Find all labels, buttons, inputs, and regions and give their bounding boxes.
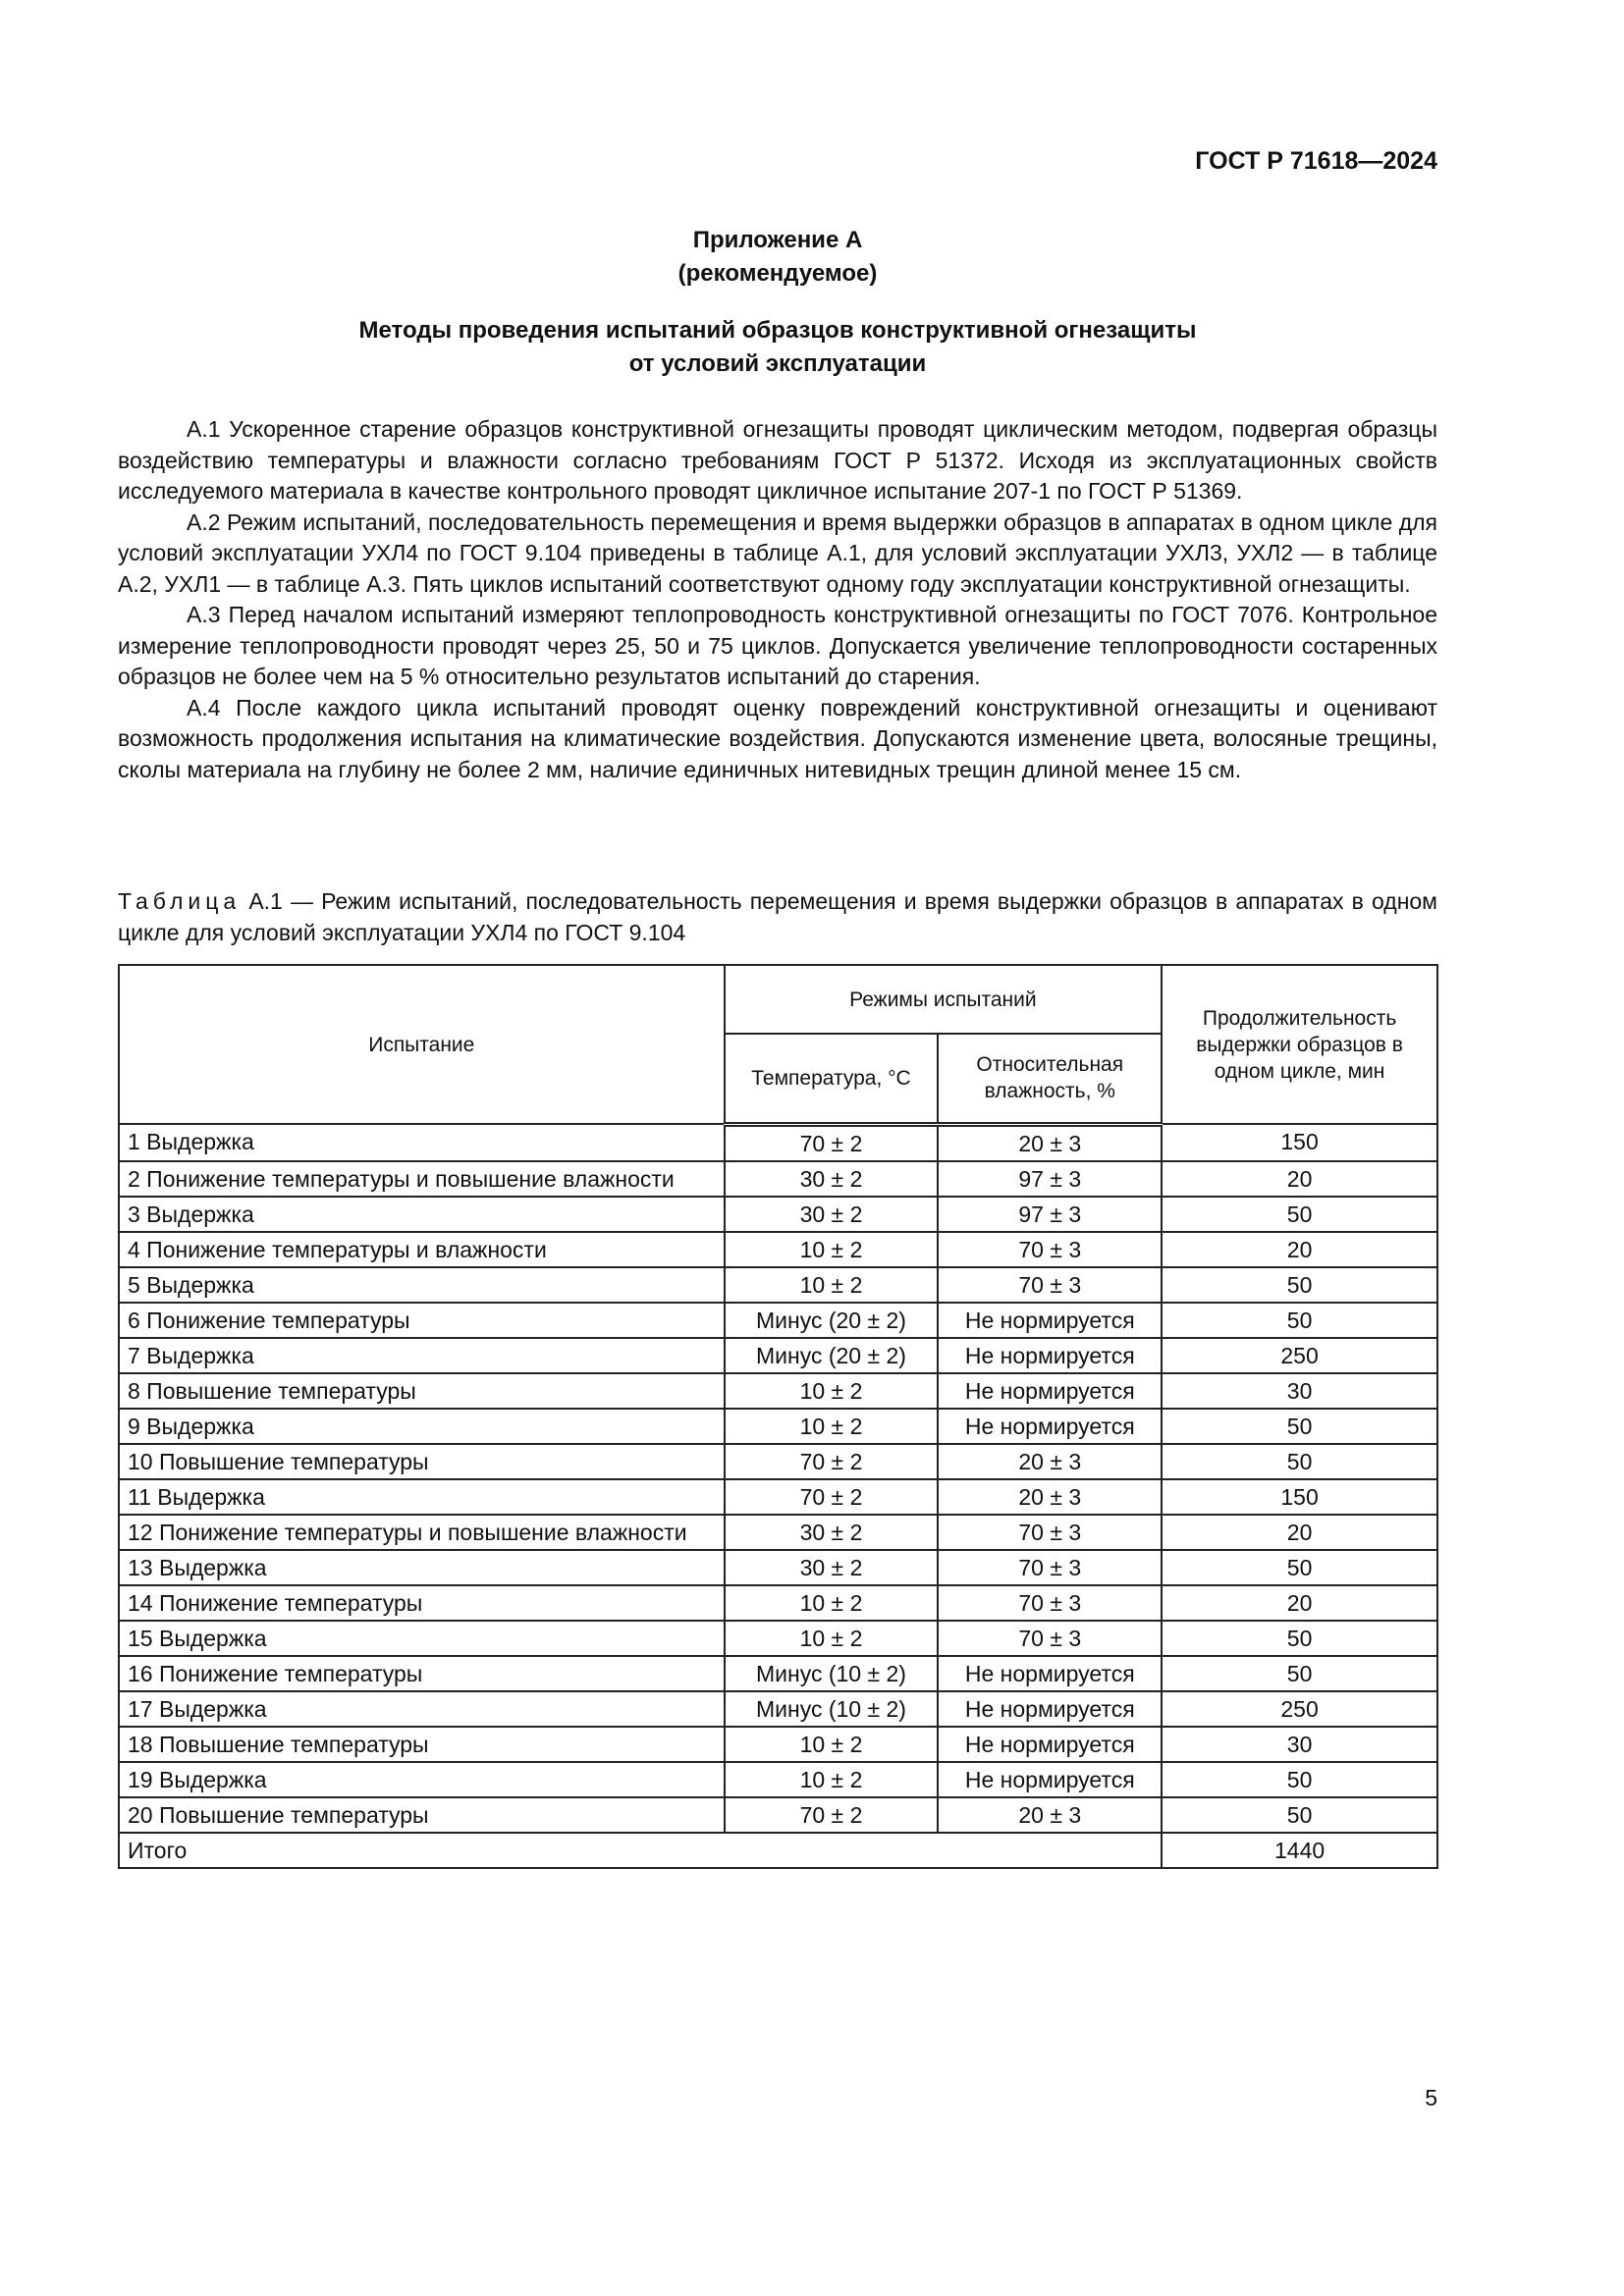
- cell-humidity: Не нормируется: [938, 1409, 1162, 1444]
- cell-humidity: Не нормируется: [938, 1303, 1162, 1338]
- cell-humidity: Не нормируется: [938, 1727, 1162, 1762]
- cell-duration: 30: [1162, 1373, 1437, 1409]
- cell-test: 5 Выдержка: [119, 1267, 725, 1303]
- cell-duration: 30: [1162, 1727, 1437, 1762]
- cell-temperature: 10 ± 2: [725, 1232, 939, 1267]
- title-line: Методы проведения испытаний образцов конструктивной огнезащиты: [358, 317, 1197, 344]
- table-row: [119, 1621, 1437, 1656]
- table-row: [119, 1479, 1437, 1515]
- table-row: [119, 1373, 1437, 1409]
- cell-duration: 50: [1162, 1656, 1437, 1691]
- cell-temperature: 30 ± 2: [725, 1161, 939, 1197]
- table-row: [119, 1197, 1437, 1232]
- document-header: ГОСТ Р 71618—2024: [1195, 147, 1437, 175]
- cell-temperature: Минус (10 ± 2): [725, 1656, 939, 1691]
- cell-humidity: 70 ± 3: [938, 1515, 1162, 1550]
- cell-duration: 250: [1162, 1691, 1437, 1727]
- header-humidity: Относительная влажность, %: [938, 1034, 1162, 1124]
- appendix-title: Приложение А: [692, 227, 863, 253]
- cell-duration: 50: [1162, 1197, 1437, 1232]
- table-row: [119, 1338, 1437, 1373]
- cell-humidity: 20 ± 3: [938, 1479, 1162, 1515]
- cell-temperature: 10 ± 2: [725, 1373, 939, 1409]
- cell-test: 4 Понижение температуры и влажности: [119, 1232, 725, 1267]
- cell-duration: 50: [1162, 1550, 1437, 1585]
- cell-duration: 150: [1162, 1479, 1437, 1515]
- cell-temperature: 70 ± 2: [725, 1124, 939, 1161]
- header-modes: Режимы испытаний: [725, 965, 1163, 1034]
- cell-temperature: Минус (20 ± 2): [725, 1338, 939, 1373]
- cell-test: 20 Повышение температуры: [119, 1797, 725, 1833]
- cell-test: 10 Повышение температуры: [119, 1444, 725, 1479]
- table-row: [119, 1727, 1437, 1762]
- cell-test: 3 Выдержка: [119, 1197, 725, 1232]
- section-title: [118, 314, 1437, 381]
- cell-humidity: 97 ± 3: [938, 1197, 1162, 1232]
- cell-temperature: Минус (20 ± 2): [725, 1303, 939, 1338]
- table-row: [119, 1797, 1437, 1833]
- cell-humidity: 20 ± 3: [938, 1797, 1162, 1833]
- paragraph: А.3 Перед началом испытаний измеряют теплопроводность конструктивной огнезащиты по ГОСТ 7076. Контрольное измерение теплопроводности проводят через 25, 50 и 75 циклов. Допускается увеличение теплопроводности состаренных образцов не более чем на 5 % относительно результатов испытаний до старения.: [118, 602, 1437, 689]
- cell-temperature: 70 ± 2: [725, 1797, 939, 1833]
- cell-humidity: 70 ± 3: [938, 1585, 1162, 1621]
- table-row: [119, 1691, 1437, 1727]
- cell-humidity: Не нормируется: [938, 1656, 1162, 1691]
- caption-label: Таблица: [118, 888, 242, 914]
- table-row: [119, 1656, 1437, 1691]
- cell-test: 6 Понижение температуры: [119, 1303, 725, 1338]
- cell-humidity: 20 ± 3: [938, 1444, 1162, 1479]
- cell-temperature: 10 ± 2: [725, 1267, 939, 1303]
- cell-duration: 50: [1162, 1797, 1437, 1833]
- cell-test: 19 Выдержка: [119, 1762, 725, 1797]
- cell-test: 8 Повышение температуры: [119, 1373, 725, 1409]
- total-row: [119, 1833, 1437, 1868]
- cell-test: 13 Выдержка: [119, 1550, 725, 1585]
- cell-humidity: 20 ± 3: [938, 1124, 1162, 1161]
- cell-test: 11 Выдержка: [119, 1479, 725, 1515]
- cell-duration: 50: [1162, 1409, 1437, 1444]
- cell-duration: 50: [1162, 1762, 1437, 1797]
- paragraph: А.2 Режим испытаний, последовательность перемещения и время выдержки образцов в аппаратах в одном цикле для условий эксплуатации УХЛ4 по ГОСТ 9.104 приведены в таблице А.1, для условий эксплуатации УХЛ3, УХЛ2 — в таблице А.2, УХЛ1 — в таблице А.3. Пять циклов испытаний соответствуют одному году эксплуатации конструктивной огнезащиты.: [118, 508, 1437, 597]
- table-row: [119, 1161, 1437, 1197]
- cell-duration: 50: [1162, 1444, 1437, 1479]
- cell-humidity: 70 ± 3: [938, 1550, 1162, 1585]
- cell-temperature: 10 ± 2: [725, 1409, 939, 1444]
- cell-test: 18 Повышение температуры: [119, 1727, 725, 1762]
- table-row: [119, 1124, 1437, 1161]
- cell-test: 7 Выдержка: [119, 1338, 725, 1373]
- cell-test: 16 Понижение температуры: [119, 1656, 725, 1691]
- title-line: от условий эксплуатации: [628, 350, 927, 377]
- caption-text: А.1 — Режим испытаний, последовательность перемещения и время выдержки образцов в аппаратах в одном цикле для условий эксплуатации УХЛ4 по ГОСТ 9.104: [118, 888, 1437, 945]
- cell-temperature: 30 ± 2: [725, 1515, 939, 1550]
- cell-duration: 20: [1162, 1232, 1437, 1267]
- test-modes-table: [118, 964, 1438, 1869]
- cell-humidity: 70 ± 3: [938, 1267, 1162, 1303]
- cell-test: 14 Понижение температуры: [119, 1585, 725, 1621]
- total-value: 1440: [1162, 1833, 1437, 1868]
- table-row: [119, 1232, 1437, 1267]
- cell-test: 9 Выдержка: [119, 1409, 725, 1444]
- cell-humidity: 70 ± 3: [938, 1621, 1162, 1656]
- cell-duration: 50: [1162, 1621, 1437, 1656]
- cell-temperature: 10 ± 2: [725, 1585, 939, 1621]
- header-temperature: Температура, °С: [725, 1034, 939, 1124]
- table-row: [119, 1515, 1437, 1550]
- table-row: [119, 1409, 1437, 1444]
- cell-temperature: 10 ± 2: [725, 1621, 939, 1656]
- cell-test: 17 Выдержка: [119, 1691, 725, 1727]
- table-row: [119, 1762, 1437, 1797]
- appendix-status: (рекомендуемое): [677, 260, 878, 287]
- cell-humidity: Не нормируется: [938, 1762, 1162, 1797]
- page-number: 5: [1425, 2085, 1437, 2110]
- table-row: [119, 1444, 1437, 1479]
- cell-temperature: Минус (10 ± 2): [725, 1691, 939, 1727]
- cell-test: 2 Понижение температуры и повышение влажности: [119, 1161, 725, 1197]
- cell-humidity: Не нормируется: [938, 1691, 1162, 1727]
- table-row: [119, 1550, 1437, 1585]
- body-text: [118, 414, 1437, 785]
- paragraph: А.1 Ускоренное старение образцов конструктивной огнезащиты проводят циклическим методом, подвергая образцы воздействию температуры и влажности согласно требованиям ГОСТ Р 51372. Исходя из эксплуатационных свойств исследуемого материала в качестве контрольного проводят цикличное испытание 207-1 по ГОСТ Р 51369.: [118, 416, 1437, 504]
- header-duration: Продолжительность выдержки образцов в одном цикле, мин: [1162, 965, 1437, 1124]
- table-row: [119, 1267, 1437, 1303]
- cell-temperature: 30 ± 2: [725, 1550, 939, 1585]
- paragraph: А.4 После каждого цикла испытаний проводят оценку повреждений конструктивной огнезащиты и оценивают возможность продолжения испытания на климатические воздействия. Допускаются изменение цвета, волосяные трещины, сколы материала на глубину не более 2 мм, наличие единичных нитевидных трещин длиной менее 15 см.: [118, 694, 1437, 782]
- cell-test: 15 Выдержка: [119, 1621, 725, 1656]
- cell-duration: 20: [1162, 1515, 1437, 1550]
- cell-temperature: 10 ± 2: [725, 1762, 939, 1797]
- cell-duration: 20: [1162, 1585, 1437, 1621]
- header-test: Испытание: [119, 965, 725, 1124]
- cell-temperature: 70 ± 2: [725, 1479, 939, 1515]
- cell-duration: 50: [1162, 1303, 1437, 1338]
- cell-duration: 20: [1162, 1161, 1437, 1197]
- table-caption: [118, 886, 1437, 948]
- table-row: [119, 1585, 1437, 1621]
- cell-humidity: Не нормируется: [938, 1338, 1162, 1373]
- cell-test: 1 Выдержка: [119, 1124, 725, 1161]
- cell-humidity: 97 ± 3: [938, 1161, 1162, 1197]
- table-row: [119, 1303, 1437, 1338]
- cell-temperature: 30 ± 2: [725, 1197, 939, 1232]
- cell-temperature: 70 ± 2: [725, 1444, 939, 1479]
- cell-humidity: Не нормируется: [938, 1373, 1162, 1409]
- total-label: Итого: [119, 1833, 1162, 1868]
- cell-duration: 150: [1162, 1124, 1437, 1161]
- cell-duration: 250: [1162, 1338, 1437, 1373]
- cell-temperature: 10 ± 2: [725, 1727, 939, 1762]
- appendix-heading: [118, 224, 1437, 291]
- cell-duration: 50: [1162, 1267, 1437, 1303]
- cell-test: 12 Понижение температуры и повышение влажности: [119, 1515, 725, 1550]
- cell-humidity: 70 ± 3: [938, 1232, 1162, 1267]
